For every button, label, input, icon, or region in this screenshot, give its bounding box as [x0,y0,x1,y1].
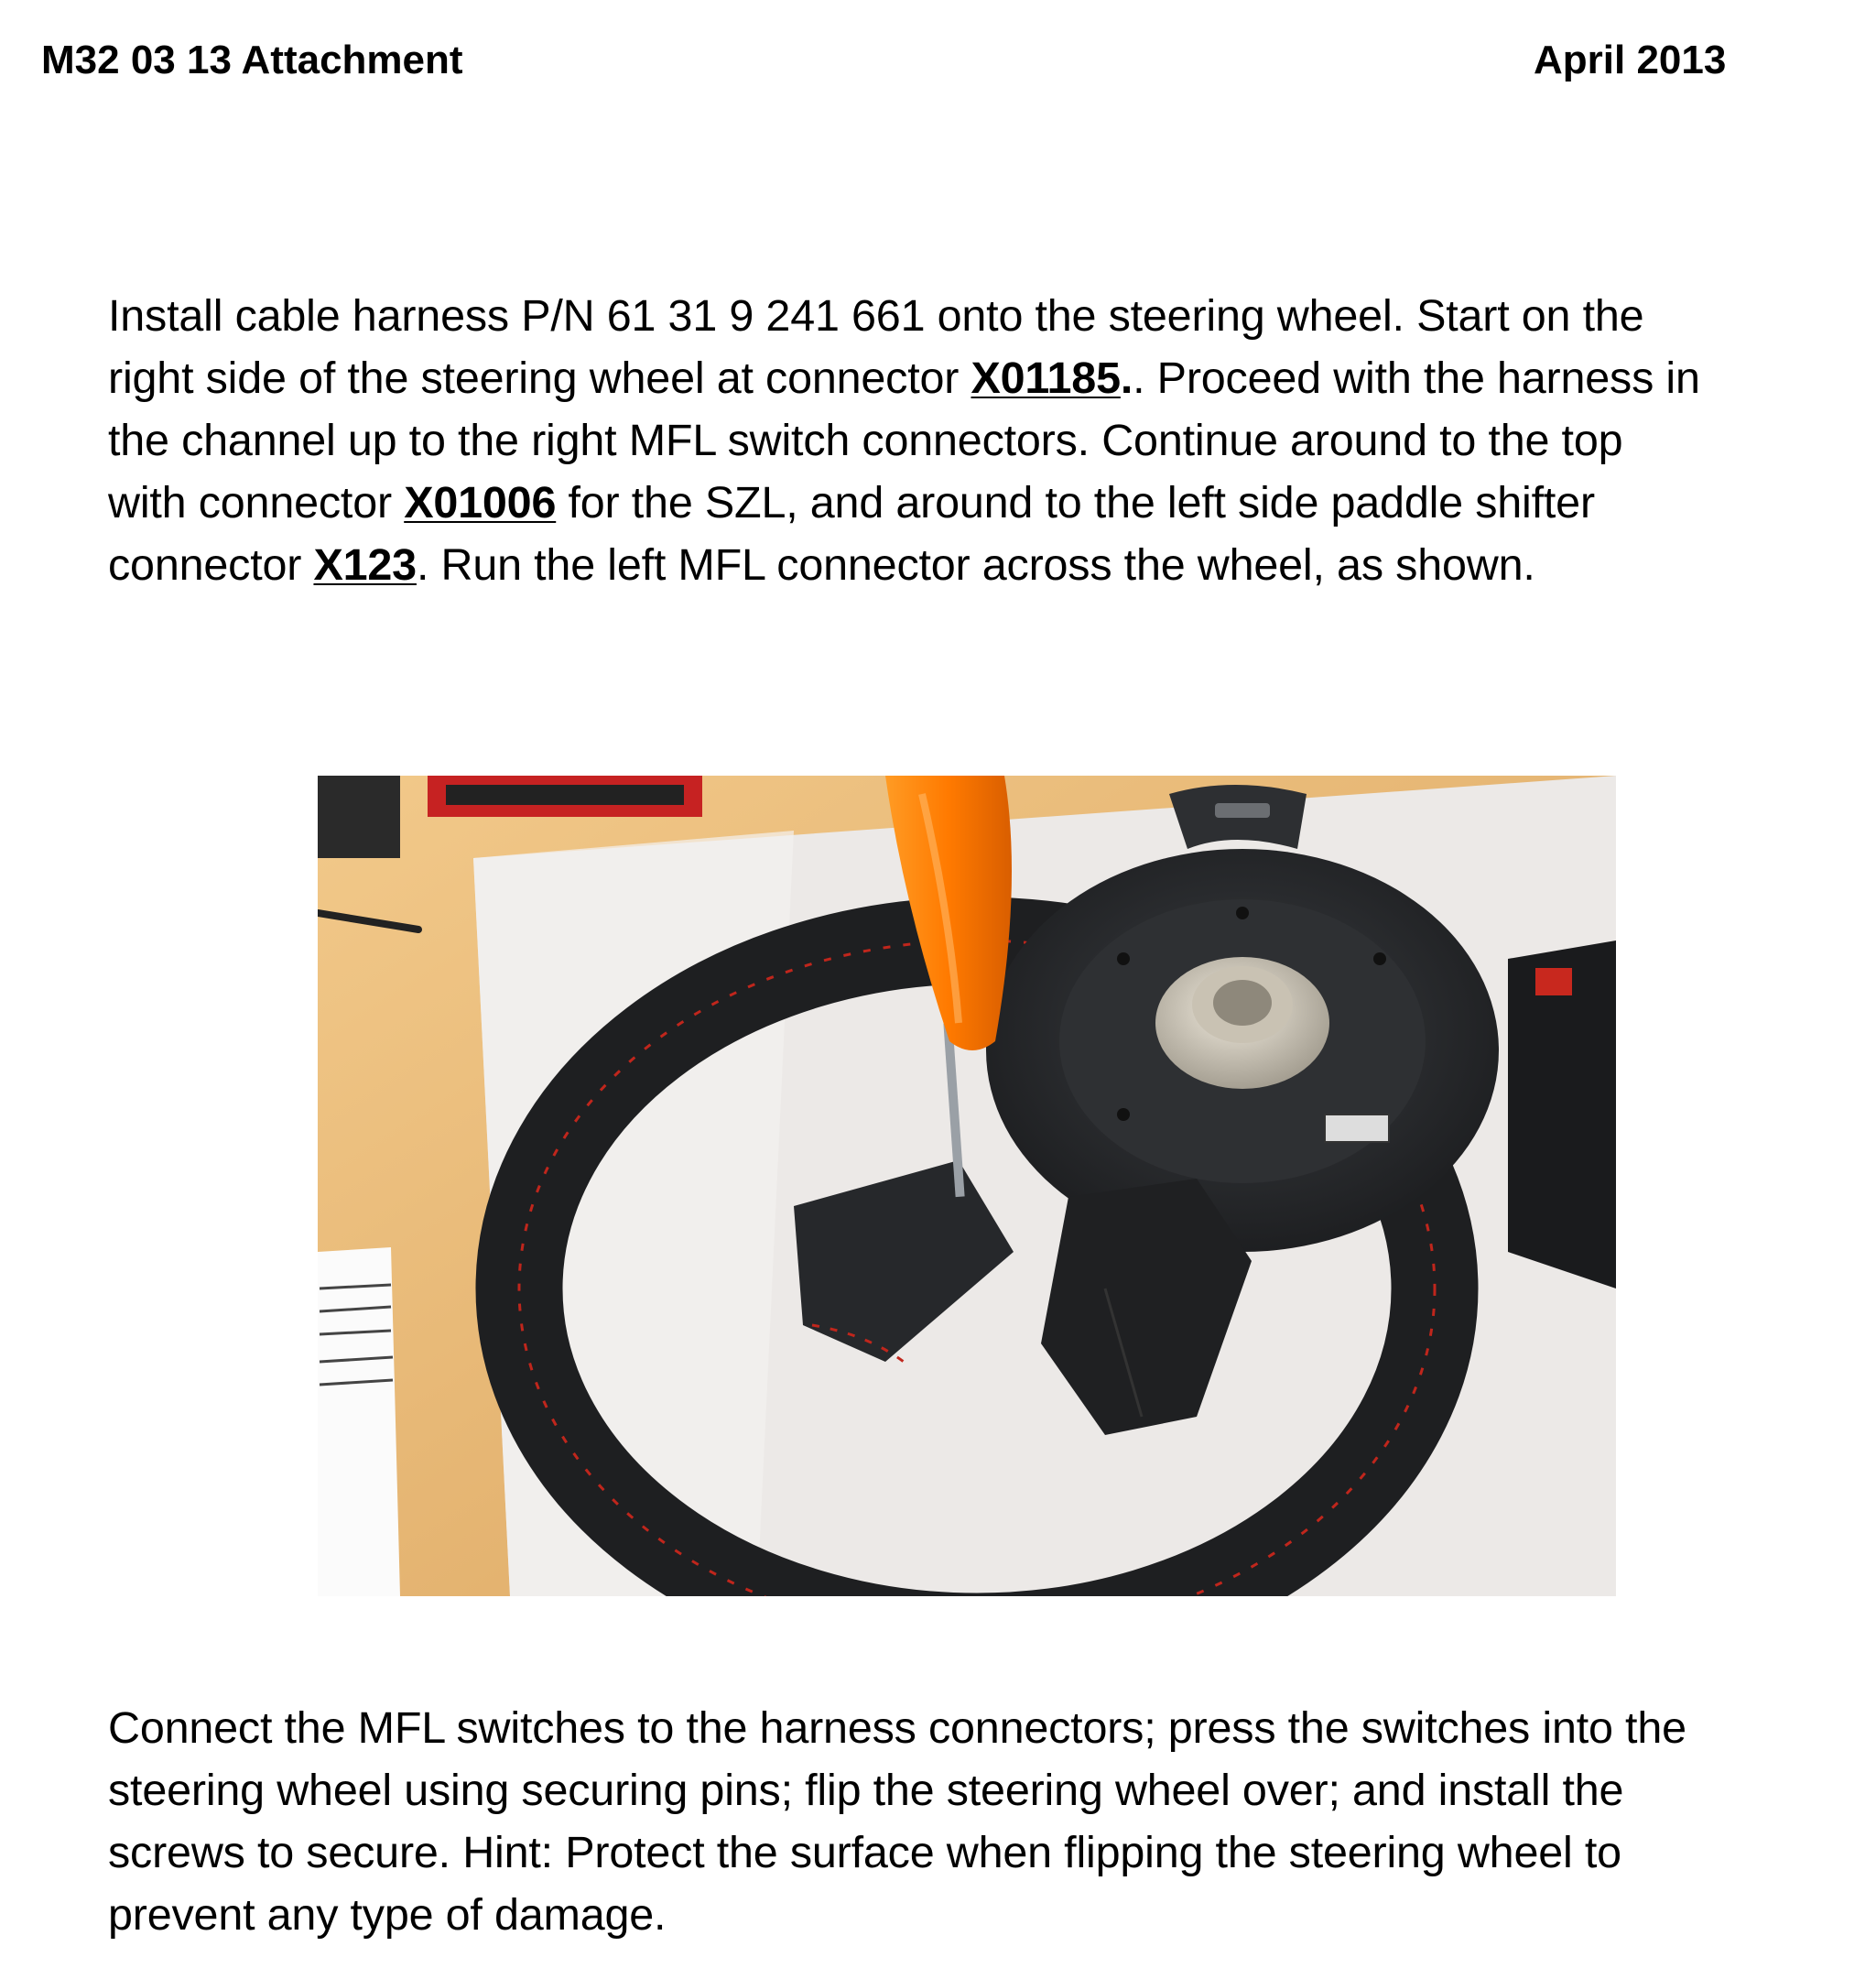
text-span: for the SZL, and around to the left side paddle shifter [556,478,1595,527]
text-span: . Run the left MFL connector across the wheel, as shown. [416,540,1535,590]
connector-ref-x01006[interactable]: X01006 [404,478,557,527]
connector-ref-x123[interactable]: X123 [313,540,417,590]
instruction-paragraph-2 [108,1697,1838,1946]
black-object [318,776,400,858]
text-line: Install cable harness P/N 61 31 9 241 661 onto the steering wheel. Start on the [108,291,1644,341]
instruction-paragraph-1 [108,285,1838,596]
text-line: Connect the MFL switches to the harness connectors; press the switches into the [108,1703,1686,1753]
text-span: . Proceed with the harness in [1133,353,1700,403]
text-span: right side of the steering wheel at connector [108,353,971,403]
connector-ref-x01185[interactable]: X01185 [971,353,1121,403]
text-line [108,347,1838,409]
text-span: connector [108,540,314,590]
text-line: steering wheel using securing pins; flip the steering wheel over; and install the [108,1766,1624,1815]
text-line: the channel up to the right MFL switch connectors. Continue around to the top [108,416,1623,465]
work-order-paper [318,1247,400,1596]
text-span: . [1120,353,1133,403]
header-date: April 2013 [1534,38,1727,82]
steering-wheel-photo [318,776,1616,1596]
text-line: screws to secure. Hint: Protect the surface when flipping the steering wheel to [108,1828,1621,1877]
text-line: prevent any type of damage. [108,1890,667,1940]
text-span: with connector [108,478,405,527]
header-document-id: M32 03 13 Attachment [41,38,463,82]
text-line [108,534,1838,596]
connector-clip [1325,1114,1389,1142]
text-line [108,472,1838,534]
